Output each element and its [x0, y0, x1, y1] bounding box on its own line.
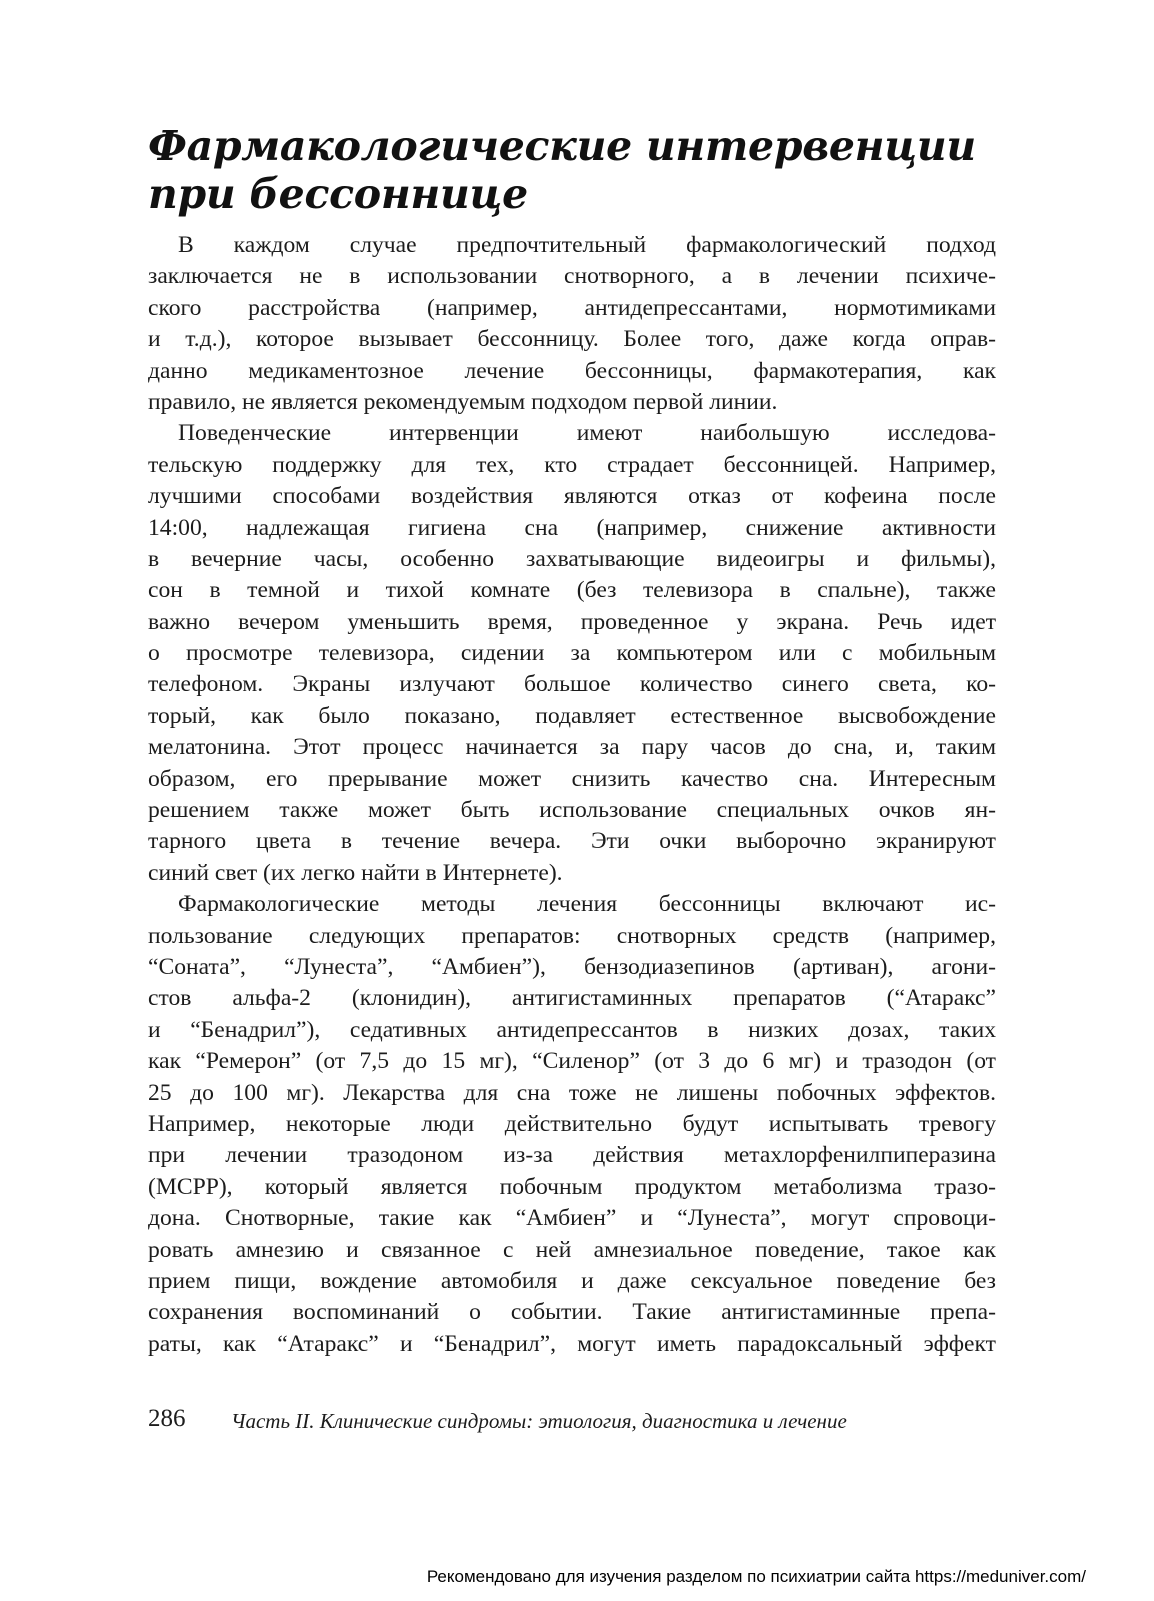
page-number: 286: [148, 1405, 186, 1432]
text-line: сохранения воспоминаний о событии. Такие антигистаминные препа-: [148, 1299, 996, 1326]
text-line: (MCPP), который является побочным продуктом метаболизма тразо-: [148, 1173, 996, 1200]
section-title-line: Фармакологические интервенции: [148, 122, 976, 170]
text-line: ровать амнезию и связанное с ней амнезиальное поведение, такое как: [148, 1236, 996, 1263]
text-line: дона. Снотворные, такие как “Амбиен” и “Лунеста”, могут спровоци-: [148, 1205, 996, 1232]
text-line: раты, как “Атаракс” и “Бенадрил”, могут иметь парадоксальный эффект: [148, 1330, 996, 1357]
text-line: телефоном. Экраны излучают большое количество синего света, ко-: [148, 671, 996, 698]
text-line: синий свет (их легко найти в Интернете).: [148, 859, 563, 886]
text-line: пользование следующих препаратов: снотворных средств (например,: [148, 922, 996, 949]
text-line: в вечерние часы, особенно захватывающие видеоигры и фильмы),: [148, 545, 996, 572]
text-line: данно медикаментозное лечение бессонницы, фармакотерапия, как: [148, 357, 996, 384]
text-line: и т.д.), которое вызывает бессонницу. Более того, даже когда оправ-: [148, 326, 996, 353]
text-line: Фармакологические методы лечения бессонницы включают ис-: [178, 891, 996, 918]
running-head: Часть II. Клинические синдромы: этиология, диагностика и лечение: [231, 1409, 847, 1433]
text-line: о просмотре телевизора, сидении за компьютером или с мобильным: [148, 640, 996, 667]
text-line: “Соната”, “Лунеста”, “Амбиен”), бензодиазепинов (артиван), агони-: [148, 953, 996, 980]
text-line: прием пищи, вождение автомобиля и даже сексуальное поведение без: [148, 1267, 996, 1294]
section-title-line: при бессоннице: [148, 170, 528, 218]
text-line: правило, не является рекомендуемым подходом первой линии.: [148, 388, 778, 415]
text-line: заключается не в использовании снотворного, а в лечении психиче-: [148, 263, 996, 290]
text-line: важно вечером уменьшить время, проведенное у экрана. Речь идет: [148, 608, 996, 635]
text-line: при лечении тразодоном из-за действия метахлорфенилпиперазина: [148, 1142, 996, 1169]
text-line: тельскую поддержку для тех, кто страдает бессонницей. Например,: [148, 451, 996, 478]
text-line: торый, как было показано, подавляет естественное высвобождение: [148, 702, 996, 729]
text-line: ского расстройства (например, антидепрессантами, нормотимиками: [148, 294, 996, 321]
text-line: образом, его прерывание может снизить качество сна. Интересным: [148, 765, 996, 792]
text-line: и “Бенадрил”), седативных антидепрессантов в низких дозах, таких: [148, 1016, 996, 1043]
section-title: [148, 122, 1008, 218]
text-line: как “Ремерон” (от 7,5 до 15 мг), “Силенор” (от 3 до 6 мг) и тразодон (от: [148, 1048, 996, 1075]
text-line: лучшими способами воздействия являются отказ от кофеина после: [148, 483, 996, 510]
text-line: 14:00, надлежащая гигиена сна (например, снижение активности: [148, 514, 996, 541]
body-text: [148, 230, 996, 1360]
text-line: мелатонина. Этот процесс начинается за пару часов до сна, и, таким: [148, 734, 996, 761]
text-line: Например, некоторые люди действительно будут испытывать тревогу: [148, 1110, 996, 1137]
text-line: сон в темной и тихой комнате (без телевизора в спальне), также: [148, 577, 996, 604]
text-line: тарного цвета в течение вечера. Эти очки выборочно экранируют: [148, 828, 996, 855]
text-line: стов альфа-2 (клонидин), антигистаминных препаратов (“Атаракс”: [148, 985, 996, 1012]
text-line: В каждом случае предпочтительный фармакологический подход: [178, 232, 996, 258]
text-line: 25 до 100 мг). Лекарства для сна тоже не лишены побочных эффектов.: [148, 1079, 996, 1106]
page-footer: [148, 1404, 996, 1438]
text-line: решением также может быть использование специальных очков ян-: [148, 797, 996, 824]
source-notice: Рекомендовано для изучения разделом по психиатрии сайта https://meduniver.com/: [426, 1567, 1086, 1586]
text-line: Поведенческие интервенции имеют наибольшую исследова-: [178, 420, 996, 447]
